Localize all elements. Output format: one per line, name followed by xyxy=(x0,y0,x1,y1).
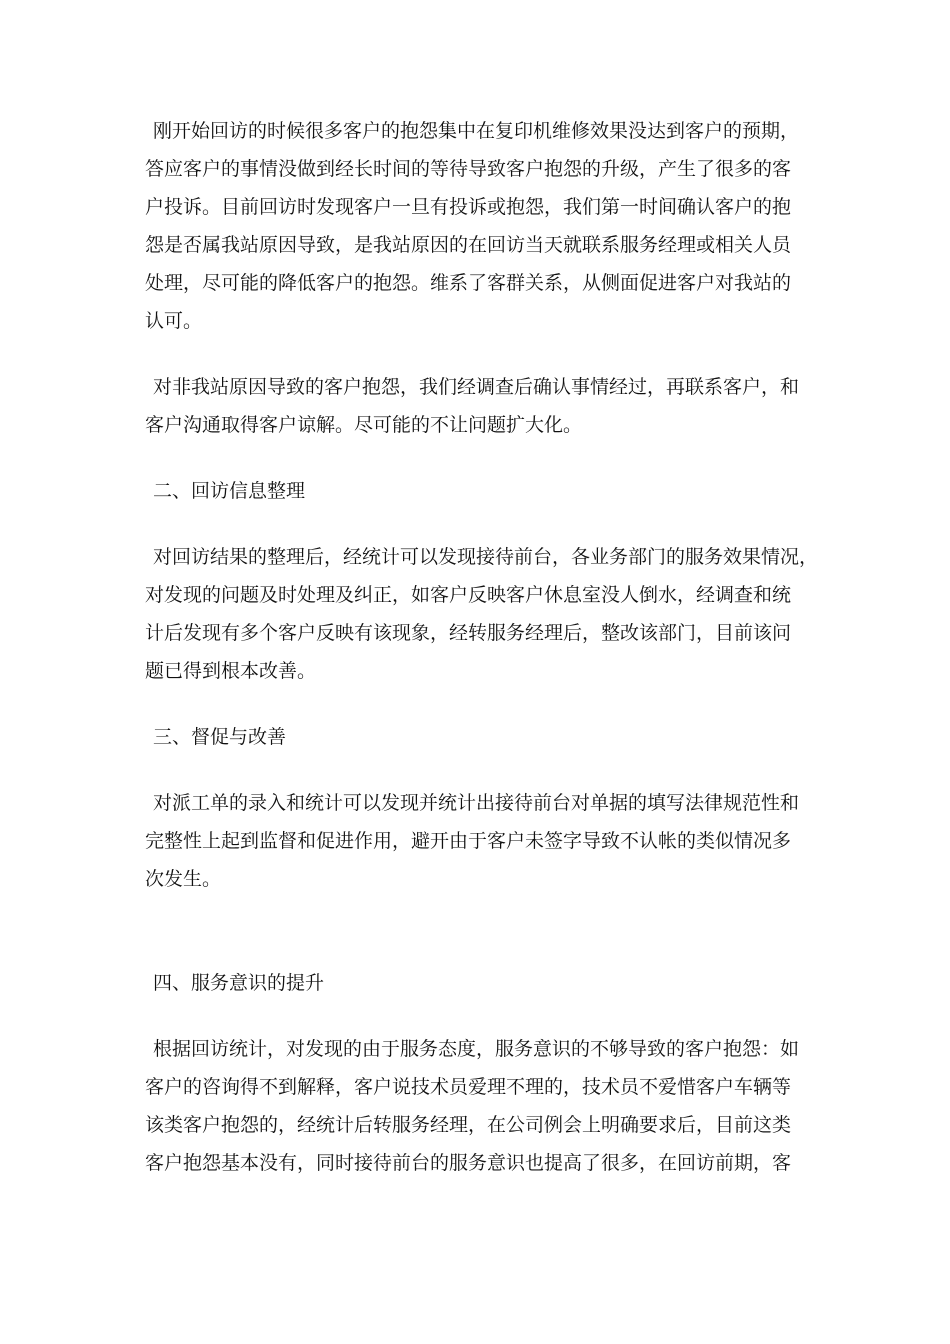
heading-text: 二、回访信息整理 xyxy=(153,480,306,502)
text-line: 怨是否属我站原因导致，是我站原因的在回访当天就联系服务经理或相关人员 xyxy=(145,234,792,256)
text-line: 答应客户的事情没做到经长时间的等待导致客户抱怨的升级，产生了很多的客 xyxy=(145,158,792,180)
text-line: 对非我站原因导致的客户抱怨，我们经调查后确认事情经过，再联系客户，和 xyxy=(153,376,800,398)
section-heading-2 xyxy=(145,472,825,510)
section-heading-4 xyxy=(145,964,825,1002)
text-line: 次发生。 xyxy=(145,868,222,890)
text-line: 处理，尽可能的降低客户的抱怨。维系了客群关系，从侧面促进客户对我站的 xyxy=(145,272,792,294)
text-line: 该类客户抱怨的，经统计后转服务经理，在公司例会上明确要求后，目前这类 xyxy=(145,1114,792,1136)
document-body xyxy=(145,112,825,1182)
paragraph-complaints-intro xyxy=(145,112,825,340)
heading-text: 三、督促与改善 xyxy=(153,726,287,748)
text-line: 对发现的问题及时处理及纠正，如客户反映客户休息室没人倒水，经调查和统 xyxy=(145,584,792,606)
heading-text: 四、服务意识的提升 xyxy=(153,972,325,994)
paragraph-supervise xyxy=(145,784,825,898)
text-line: 客户抱怨基本没有，同时接待前台的服务意识也提高了很多，在回访前期，客 xyxy=(145,1152,792,1174)
text-line: 根据回访统计，对发现的由于服务态度，服务意识的不够导致的客户抱怨：如 xyxy=(153,1038,800,1060)
text-line: 完整性上起到监督和促进作用，避开由于客户未签字导致不认帐的类似情况多 xyxy=(145,830,792,852)
text-line: 刚开始回访的时候很多客户的抱怨集中在复印机维修效果没达到客户的预期， xyxy=(153,120,800,142)
text-line: 认可。 xyxy=(145,310,203,332)
text-line: 对回访结果的整理后，经统计可以发现接待前台，各业务部门的服务效果情况， xyxy=(153,546,819,568)
text-line: 题已得到根本改善。 xyxy=(145,660,317,682)
text-line: 对派工单的录入和统计可以发现并统计出接待前台对单据的填写法律规范性和 xyxy=(153,792,800,814)
text-line: 计后发现有多个客户反映有该现象，经转服务经理后，整改该部门，目前该问 xyxy=(145,622,792,644)
paragraph-service-awareness xyxy=(145,1030,825,1182)
paragraph-info-organize xyxy=(145,538,825,690)
text-line: 户投诉。目前回访时发现客户一旦有投诉或抱怨，我们第一时间确认客户的抱 xyxy=(145,196,792,218)
section-heading-3 xyxy=(145,718,825,756)
paragraph-non-station-complaints xyxy=(145,368,825,444)
text-line: 客户沟通取得客户谅解。尽可能的不让问题扩大化。 xyxy=(145,414,583,436)
text-line: 客户的咨询得不到解释，客户说技术员爱理不理的，技术员不爱惜客户车辆等 xyxy=(145,1076,792,1098)
